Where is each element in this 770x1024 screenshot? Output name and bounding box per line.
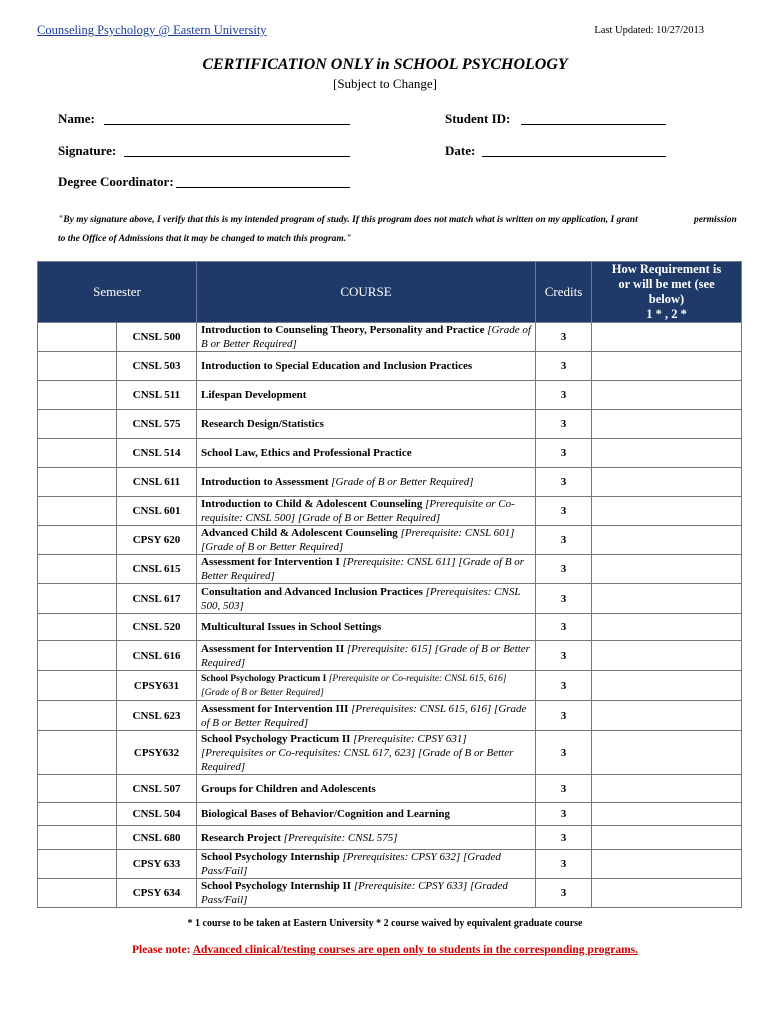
course-credits: 3 [536, 641, 592, 671]
course-credits: 3 [536, 410, 592, 439]
course-credits: 3 [536, 352, 592, 381]
course-description [197, 850, 536, 879]
course-title: Assessment for Intervention II [201, 642, 345, 655]
requirement-header-line-4: 1 * , 2 * [646, 307, 687, 321]
course-code: CNSL 520 [117, 614, 197, 641]
requirement-cell[interactable] [592, 614, 742, 641]
semester-cell[interactable] [38, 584, 117, 614]
requirement-cell[interactable] [592, 731, 742, 775]
course-description [197, 879, 536, 908]
statement-permission: permission [694, 215, 737, 225]
course-credits: 3 [536, 497, 592, 526]
semester-header: Semester [38, 262, 197, 323]
semester-cell[interactable] [38, 731, 117, 775]
course-requirement-detail: [Prerequisite: CNSL 611] [Grade of B or Better Required] [201, 556, 525, 582]
semester-cell[interactable] [38, 775, 117, 803]
course-description [197, 497, 536, 526]
course-code: CNSL 500 [117, 323, 197, 352]
semester-cell[interactable] [38, 352, 117, 381]
signature-label: Signature: [58, 143, 117, 158]
course-code: CNSL 680 [117, 826, 197, 850]
course-credits: 3 [536, 701, 592, 731]
requirement-cell[interactable] [592, 352, 742, 381]
course-code: CNSL 511 [117, 381, 197, 410]
course-description [197, 323, 536, 352]
statement-line-2: to the Office of Admissions that it may be changed to match this program." [58, 234, 352, 244]
course-requirement-detail: [Prerequisites: CPSY 632] [Graded Pass/Fail] [201, 851, 501, 877]
note-text: Advanced clinical/testing courses are open only to students in the corresponding programs. [192, 944, 639, 956]
course-title: Biological Bases of Behavior/Cognition and Learning [201, 808, 451, 820]
course-description [197, 641, 536, 671]
course-code: CNSL 623 [117, 701, 197, 731]
course-code: CPSY 633 [117, 850, 197, 879]
course-title: School Psychology Practicum II [201, 732, 351, 745]
course-code: CPSY 634 [117, 879, 197, 908]
course-description [197, 826, 536, 850]
course-credits: 3 [536, 439, 592, 468]
course-title: School Law, Ethics and Professional Practice [201, 447, 412, 459]
course-code: CNSL 611 [117, 468, 197, 497]
course-credits: 3 [536, 555, 592, 584]
signature-field[interactable] [124, 156, 350, 157]
course-title: School Psychology Internship [201, 851, 340, 863]
course-credits: 3 [536, 614, 592, 641]
table-row [38, 775, 742, 803]
course-requirement-detail: [Prerequisite: CPSY 633] [Graded Pass/Fail] [201, 880, 508, 906]
course-description [197, 803, 536, 826]
course-credits: 3 [536, 850, 592, 879]
course-code: CNSL 615 [117, 555, 197, 584]
course-requirement-detail: [Grade of B or Better Required] [331, 476, 474, 488]
course-requirement-detail: [Prerequisite: CNSL 575] [283, 831, 398, 844]
semester-cell[interactable] [38, 410, 117, 439]
table-row [38, 641, 742, 671]
semester-cell[interactable] [38, 439, 117, 468]
table-row [38, 323, 742, 352]
course-title: Introduction to Child & Adolescent Counseling [201, 498, 423, 510]
course-title: Advanced Child & Adolescent Counseling [201, 527, 398, 539]
course-requirement-detail: [Prerequisite or Co-requisite: CNSL 615, 616] [Grade of B or Better Required] [201, 673, 507, 698]
requirement-header-line-1: How Requirement is [611, 262, 722, 276]
semester-cell[interactable] [38, 497, 117, 526]
course-description [197, 701, 536, 731]
course-title: Lifespan Development [201, 389, 307, 401]
course-credits: 3 [536, 526, 592, 555]
semester-cell[interactable] [38, 381, 117, 410]
course-credits: 3 [536, 323, 592, 352]
table-row [38, 803, 742, 826]
date-label: Date: [445, 143, 476, 158]
course-title: Introduction to Counseling Theory, Personality and Practice [201, 324, 485, 336]
course-code: CNSL 504 [117, 803, 197, 826]
course-title: Groups for Children and Adolescents [201, 782, 376, 795]
requirement-cell[interactable] [592, 879, 742, 908]
semester-cell[interactable] [38, 826, 117, 850]
course-title: Introduction to Special Education and Inclusion Practices [201, 360, 473, 372]
course-title: Assessment for Intervention I [201, 556, 340, 568]
course-requirement-detail: [Prerequisite: 615] [Grade of B or Better Required] [201, 642, 530, 669]
course-title: Multicultural Issues in School Settings [201, 621, 382, 633]
requirement-cell[interactable] [592, 671, 742, 701]
student-id-field[interactable] [521, 124, 666, 125]
requirement-cell[interactable] [592, 497, 742, 526]
table-row [38, 850, 742, 879]
course-credits: 3 [536, 879, 592, 908]
semester-cell[interactable] [38, 803, 117, 826]
course-table-body [38, 323, 742, 908]
course-title: Research Design/Statistics [201, 418, 324, 430]
course-requirement-detail: [Grade of B or Better Required] [201, 324, 531, 350]
requirement-cell[interactable] [592, 803, 742, 826]
course-description [197, 526, 536, 555]
table-row [38, 584, 742, 614]
course-code: CNSL 616 [117, 641, 197, 671]
verification-statement [58, 211, 758, 249]
course-description [197, 468, 536, 497]
semester-cell[interactable] [38, 555, 117, 584]
semester-cell[interactable] [38, 850, 117, 879]
statement-line-1: "By my signature above, I verify that this is my intended program of study. If this program does not match what is written on my application, I grant [58, 215, 638, 225]
semester-cell[interactable] [38, 323, 117, 352]
table-header-row [38, 262, 742, 323]
program-note [0, 944, 770, 956]
course-credits: 3 [536, 584, 592, 614]
course-title: School Psychology Practicum I [201, 673, 327, 684]
page-title: CERTIFICATION ONLY in SCHOOL PSYCHOLOGY [202, 56, 568, 73]
course-code: CPSY632 [117, 731, 197, 775]
requirement-cell[interactable] [592, 701, 742, 731]
requirement-cell[interactable] [592, 439, 742, 468]
course-credits: 3 [536, 803, 592, 826]
course-description [197, 614, 536, 641]
course-code: CNSL 503 [117, 352, 197, 381]
table-row [38, 526, 742, 555]
note-label: Please note: [131, 944, 191, 956]
course-title: Introduction to Assessment [201, 476, 329, 488]
course-requirement-detail: [Prerequisites: CNSL 500, 503] [201, 585, 521, 612]
semester-cell[interactable] [38, 468, 117, 497]
course-description [197, 555, 536, 584]
semester-cell[interactable] [38, 701, 117, 731]
last-updated: Last Updated: 10/27/2013 [594, 25, 704, 36]
table-row [38, 555, 742, 584]
table-row [38, 731, 742, 775]
semester-cell[interactable] [38, 641, 117, 671]
table-row [38, 614, 742, 641]
table-row [38, 352, 742, 381]
course-description [197, 584, 536, 614]
course-code: CPSY631 [117, 671, 197, 701]
footnote: * 1 course to be taken at Eastern University * 2 course waived by equivalent graduate course [187, 918, 583, 929]
table-row [38, 879, 742, 908]
name-label: Name: [58, 111, 95, 126]
table-row [38, 497, 742, 526]
course-title: Consultation and Advanced Inclusion Practices [201, 585, 423, 598]
requirement-header-line-3: below) [648, 292, 685, 306]
course-code: CPSY 620 [117, 526, 197, 555]
course-description [197, 671, 536, 701]
degree-coordinator-label: Degree Coordinator: [58, 174, 174, 189]
course-code: CNSL 601 [117, 497, 197, 526]
date-field[interactable] [482, 156, 666, 157]
course-credits: 3 [536, 826, 592, 850]
credits-header: Credits [536, 262, 592, 323]
requirement-cell[interactable] [592, 381, 742, 410]
requirement-cell[interactable] [592, 526, 742, 555]
course-credits: 3 [536, 775, 592, 803]
course-description [197, 352, 536, 381]
course-code: CNSL 507 [117, 775, 197, 803]
course-title: Research Project [201, 831, 281, 844]
course-requirement-detail: [Prerequisites: CNSL 615, 616] [Grade of B or Better Required] [201, 702, 527, 729]
course-code: CNSL 575 [117, 410, 197, 439]
table-row [38, 826, 742, 850]
course-requirement-detail: [Prerequisite: CPSY 631] [Prerequisites or Co-requisites: CNSL 617, 623] [Grade of B or Better Required] [201, 732, 514, 773]
requirement-cell[interactable] [592, 641, 742, 671]
semester-cell[interactable] [38, 671, 117, 701]
requirement-cell[interactable] [592, 323, 742, 352]
course-requirement-detail: [Prerequisite or Co-requisite: CNSL 500] [Grade of B or Better Required] [201, 498, 515, 524]
table-row [38, 701, 742, 731]
table-row [38, 671, 742, 701]
page-subtitle: [Subject to Change] [333, 76, 437, 91]
program-link[interactable]: Counseling Psychology @ Eastern University [37, 23, 267, 37]
course-description [197, 775, 536, 803]
course-description [197, 439, 536, 468]
course-table [37, 261, 742, 908]
course-code: CNSL 514 [117, 439, 197, 468]
course-title: Assessment for Intervention III [201, 702, 349, 715]
name-field[interactable] [104, 124, 350, 125]
table-row [38, 468, 742, 497]
course-header: COURSE [197, 262, 536, 323]
requirement-cell[interactable] [592, 584, 742, 614]
requirement-header-line-2: or will be met (see [618, 277, 715, 291]
table-row [38, 439, 742, 468]
student-id-label: Student ID: [445, 111, 511, 126]
course-credits: 3 [536, 381, 592, 410]
semester-cell[interactable] [38, 879, 117, 908]
semester-cell[interactable] [38, 526, 117, 555]
requirement-cell[interactable] [592, 826, 742, 850]
requirement-header [592, 262, 742, 323]
course-credits: 3 [536, 731, 592, 775]
course-description [197, 410, 536, 439]
course-description [197, 381, 536, 410]
table-row [38, 410, 742, 439]
course-credits: 3 [536, 468, 592, 497]
requirement-cell[interactable] [592, 410, 742, 439]
table-row [38, 381, 742, 410]
course-description [197, 731, 536, 775]
requirement-cell[interactable] [592, 555, 742, 584]
course-code: CNSL 617 [117, 584, 197, 614]
semester-cell[interactable] [38, 614, 117, 641]
requirement-cell[interactable] [592, 468, 742, 497]
requirement-cell[interactable] [592, 775, 742, 803]
requirement-cell[interactable] [592, 850, 742, 879]
course-title: School Psychology Internship II [201, 880, 352, 892]
course-credits: 3 [536, 671, 592, 701]
degree-coordinator-field[interactable] [176, 187, 350, 188]
course-requirement-detail: [Prerequisite: CNSL 601] [Grade of B or Better Required] [201, 527, 515, 553]
